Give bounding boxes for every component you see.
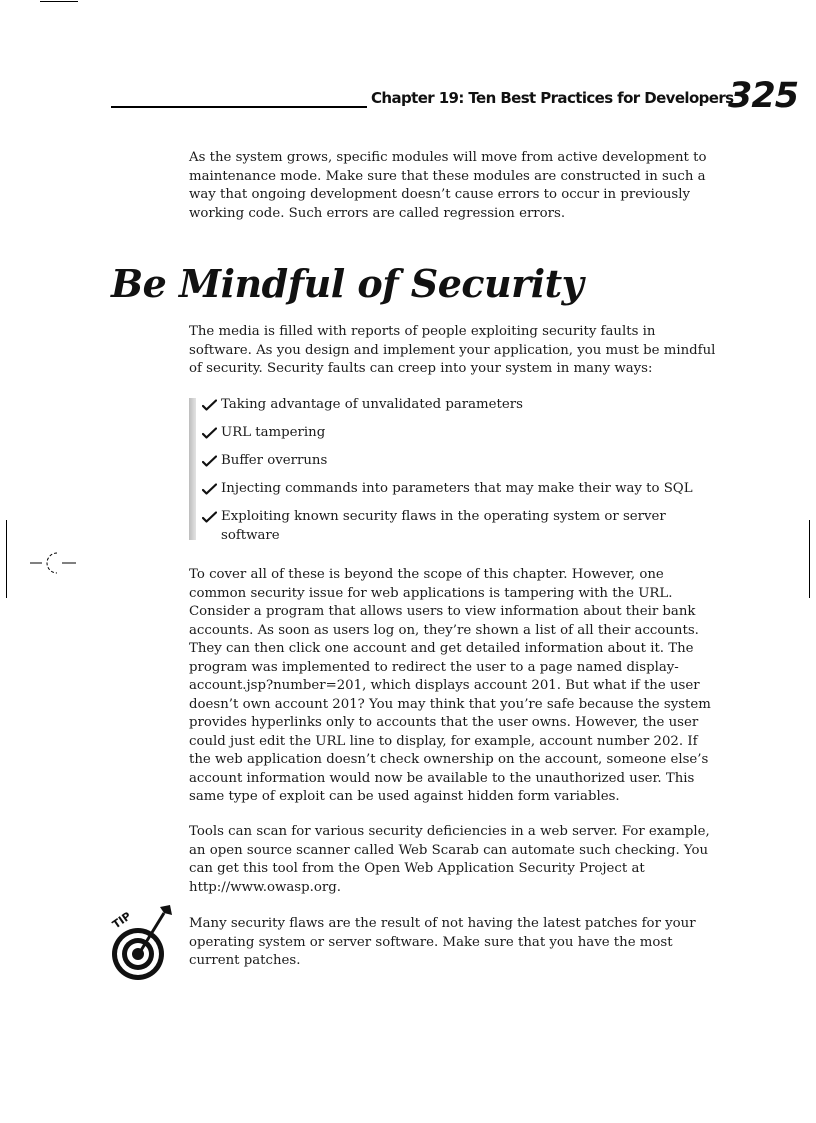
checkmark-icon [202, 483, 217, 495]
crop-mark [40, 1, 78, 2]
intro-paragraph: As the system grows, specific modules will move from active development to maintenance mode. Make sure that these modules are constructed in such a way that ongoing development doesn’t cause errors to occur in previously working code. Such errors are called regression errors. [189, 150, 707, 221]
section-intro-paragraph: The media is filled with reports of people exploiting security faults in software. As you design and implement your application, you must be mindful of security. Security faults can creep into your system in many ways: [189, 324, 716, 376]
checklist-item-text: Exploiting known security flaws in the operating system or server software [221, 509, 666, 543]
crop-mark-left [6, 520, 7, 598]
checklist-item-text: URL tampering [221, 425, 326, 440]
tools-paragraph: Tools can scan for various security deficiencies in a web server. For example, an open source scanner called Web Scarab can automate such checking. You can get this tool from the Open Web Application Security Project at http://www.owasp.org. [189, 824, 710, 895]
tip-label: TIP [110, 909, 134, 932]
page-number: 325 [728, 76, 799, 116]
checkmark-icon [202, 399, 217, 411]
checklist-item [202, 480, 702, 499]
tip-target-icon [108, 903, 178, 983]
checkmark-icon [202, 427, 217, 439]
checkmark-icon [202, 455, 217, 467]
section-title: Be Mindful of Security [111, 261, 584, 306]
checkmark-icon [202, 511, 217, 523]
crop-mark-right [809, 520, 810, 598]
tip-paragraph: Many security flaws are the result of not having the latest patches for your operating system or server software. Make sure that you have the most current patches. [189, 916, 696, 968]
registration-mark-icon [30, 550, 76, 576]
security-checklist [202, 396, 702, 555]
checklist-item [202, 396, 702, 415]
header-rule [111, 106, 367, 108]
checklist-item [202, 424, 702, 443]
running-header: Chapter 19: Ten Best Practices for Developers [371, 89, 734, 107]
checklist-item-text: Buffer overruns [221, 453, 328, 468]
checklist-item [202, 508, 702, 545]
url-tampering-paragraph: To cover all of these is beyond the scope of this chapter. However, one common security issue for web applications is tampering with the URL. Consider a program that allows users to view information about their bank accounts. As soon as users log on, they’re shown a list of all their accounts. They can then click one account and get detailed information about it. The program was implemented to redirect the user to a page named display-account.jsp?number=201, which displays account 201. But what if the user doesn’t own account 201? You may think that you’re safe because the system provides hyperlinks only to accounts that the user owns. However, the user could just edit the URL line to display, for example, account number 202. If the web application doesn’t check ownership on the account, someone else’s account information would now be available to the unauthorized user. This same type of exploit can be used against hidden form variables. [189, 567, 711, 804]
checklist-item [202, 452, 702, 471]
checklist-item-text: Taking advantage of unvalidated parameters [221, 397, 523, 412]
checklist-item-text: Injecting commands into parameters that may make their way to SQL [221, 481, 693, 496]
checklist-sidebar-bar [189, 398, 196, 540]
